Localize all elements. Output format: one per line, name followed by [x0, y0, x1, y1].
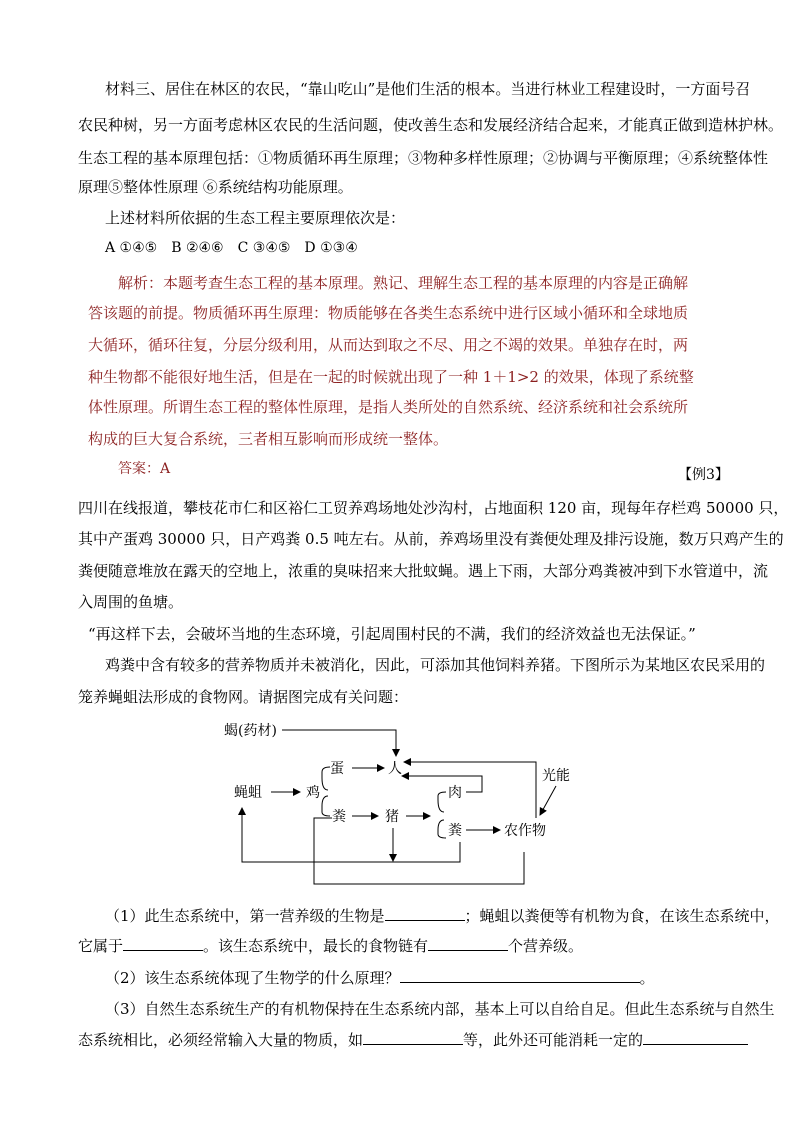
node-chicken: 鸡 [306, 785, 320, 801]
answer-blank-2[interactable] [123, 934, 203, 951]
question-text: 上述材料所依据的生态工程主要原理依次是： [105, 209, 406, 227]
answer-blank-5[interactable] [363, 1028, 463, 1045]
answer-blank-4[interactable] [400, 966, 640, 983]
node-crop: 农作物 [504, 823, 546, 839]
material3-line-1: 材料三、居住在林区的农民，“靠山吃山”是他们生活的根本。当进行林业工程建设时，一方面号召 [105, 80, 751, 98]
answer-line: 答案：A [118, 461, 171, 477]
analysis-line-2: 答该题的前提。物质循环再生原理：物质能够在各类生态系统中进行区域小循环和全球地质 [88, 304, 689, 322]
node-light: 光能 [542, 768, 570, 784]
material3-line-3: 生态工程的基本原理包括：①物质循环再生原理；③物种多样性原理；②协调与平衡原理；④系统整体性 [78, 149, 769, 167]
node-pig: 猪 [385, 809, 399, 825]
question-1-text-c: 它属于 [78, 937, 124, 955]
analysis-line-6: 构成的巨大复合系统，三者相互影响而形成统一整体。 [88, 430, 449, 448]
question-3-text-b: 态系统相比，必须经常输入大量的物质，如 [78, 1031, 364, 1049]
question-3-text-c: 等，此外还可能消耗一定的 [463, 1031, 644, 1049]
node-feces-chicken: 粪 [332, 809, 346, 825]
passage-line-2: 其中产蛋鸡 30000 只，日产鸡粪 0.5 吨左右。从前，养鸡场里没有粪便处理及排污设施，数万只鸡产生的 [78, 530, 784, 548]
passage-line-3: 粪便随意堆放在露天的空地上，浓重的臭味招来大批蚊蝇。遇上下雨，大部分鸡粪被冲到下水管道中，流 [78, 562, 769, 580]
analysis-line-4: 种生物都不能很好地生活，但是在一起的时候就出现了一种 1＋1>2 的效果，体现了系统整 [88, 368, 694, 386]
node-feces-pig: 粪 [448, 823, 462, 839]
node-maggot: 蝇蛆 [234, 785, 262, 801]
passage-quote: “再这样下去，会破坏当地的生态环境，引起周围村民的不满，我们的经济效益也无法保证。” [88, 625, 696, 643]
question-2-text: （2）该生态系统体现了生物学的什么原理？ [105, 969, 400, 987]
analysis-line-5: 体性原理。所谓生态工程的整体性原理，是指人类所处的自然系统、经济系统和社会系统所 [88, 398, 689, 416]
analysis-line-3: 大循环，循环往复，分层分级利用，从而达到取之不尽、用之不竭的效果。单独存在时，两 [88, 336, 689, 354]
question-1-text-a: （1）此生态系统中，第一营养级的生物是 [105, 907, 385, 925]
answer-blank-3[interactable] [428, 934, 508, 951]
question-1-text-e: 个营养级。 [508, 937, 584, 955]
question-1-line-2 [78, 934, 583, 957]
node-egg: 蛋 [330, 761, 344, 777]
analysis-line-1: 解析：本题考查生态工程的基本原理。熟记、理解生态工程的基本原理的内容是正确解 [118, 274, 689, 292]
answer-options: A ①④⑤ B ②④⑥ C ③④⑤ D ①③④ [105, 240, 358, 256]
passage-line-6: 鸡粪中含有较多的营养物质并未被消化，因此，可添加其他饲料养猪。下图所示为某地区农民采用的 [105, 656, 766, 674]
passage-line-7: 笼养蝇蛆法形成的食物网。请据图完成有关问题： [78, 688, 409, 706]
answer-blank-6[interactable] [643, 1028, 748, 1045]
question-1-text-d: 。该生态系统中，最长的食物链有 [203, 937, 429, 955]
question-2-line [105, 966, 655, 989]
answer-blank-1[interactable] [385, 904, 465, 921]
node-meat: 肉 [448, 785, 462, 801]
material3-line-2: 农民种树，另一方面考虑林区农民的生活问题，使改善生态和发展经济结合起来，才能真正做到造林护林。 [78, 116, 784, 134]
question-1-line-1 [105, 904, 780, 927]
material3-line-4: 原理⑤整体性原理 ⑥系统结构功能原理。 [78, 178, 353, 196]
question-1-text-b: ；蝇蛆以粪便等有机物为食，在该生态系统中， [464, 907, 780, 925]
example-tag: 【例3】 [678, 467, 729, 483]
passage-line-1: 四川在线报道，攀枝花市仁和区裕仁工贸养鸡场地处沙沟村，占地面积 120 亩，现每年存栏鸡 50000 只， [78, 499, 789, 517]
passage-line-4: 入周围的鱼塘。 [78, 593, 184, 611]
node-scorpion: 蝎(药材) [224, 723, 277, 739]
node-human: 人 [388, 761, 402, 777]
question-3-line-1: （3）自然生态系统生产的有机物保持在生态系统内部，基本上可以自给自足。但此生态系统与自然生 [105, 1000, 775, 1018]
question-2-end: 。 [639, 969, 655, 987]
question-3-line-2 [78, 1028, 748, 1051]
